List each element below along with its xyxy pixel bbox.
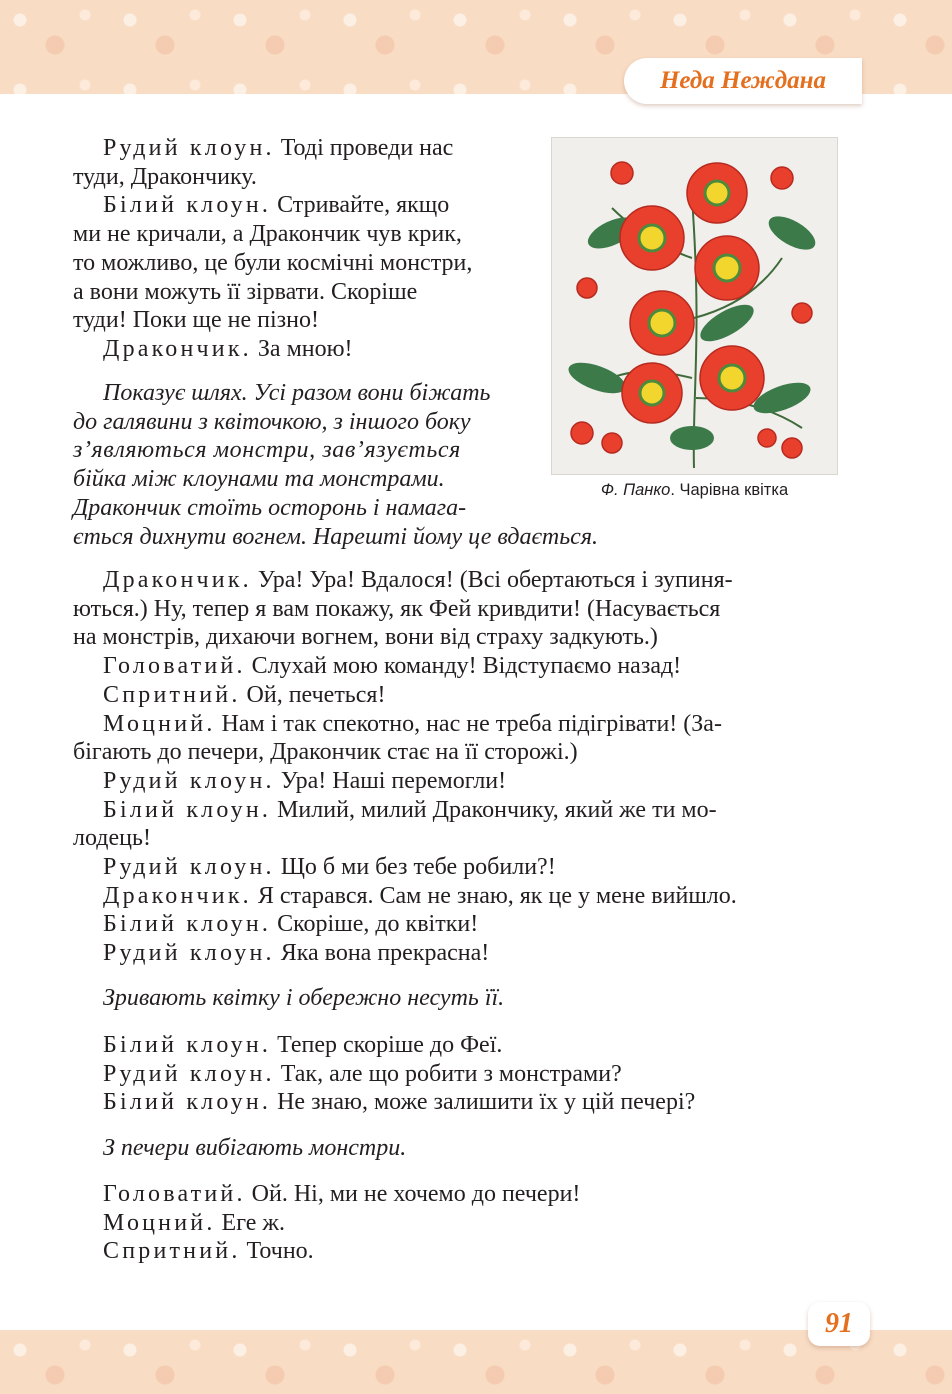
line: Дракончик. Я старався. Сам не знаю, як це у мене вийшло. xyxy=(103,882,737,909)
line: Рудий клоун. Яка вона прекрасна! xyxy=(103,940,490,967)
line: Рудий клоун. Тоді проведи нас xyxy=(103,135,454,161)
speaker-name: Головатий. xyxy=(103,653,246,680)
speaker-name: Білий клоун. xyxy=(103,911,272,938)
line: Рудий клоун. Ура! Наші перемогли! xyxy=(103,767,507,794)
page-number: 91 xyxy=(808,1302,870,1346)
dialogue-block-3 xyxy=(73,1180,838,1266)
line: Спритний. Ой, печеться! xyxy=(103,681,386,708)
line: Білий клоун. Милий, милий Дракончику, який же ти мо- xyxy=(103,796,717,823)
speaker-name: Рудий клоун. xyxy=(103,1060,275,1087)
dialogue-block-top xyxy=(73,134,528,364)
line: Білий клоун. Скоріше, до квітки! xyxy=(103,911,479,938)
speaker-name: Рудий клоун. xyxy=(103,940,275,967)
line: ються.) Ну, тепер я вам покажу, як Фей кривдити! (Насувається xyxy=(73,595,721,622)
line: Головатий. Ой. Ні, ми не хочемо до печери! xyxy=(103,1181,581,1207)
line: Рудий клоун. Що б ми без тебе робили?! xyxy=(103,854,556,881)
speaker-name: Білий клоун. xyxy=(103,1089,272,1116)
speaker-name: Дракончик. xyxy=(103,567,252,593)
line: Моцний. Еге ж. xyxy=(103,1209,285,1236)
speaker-name: Рудий клоун. xyxy=(103,135,275,161)
caption-title: Чарівна квітка xyxy=(679,481,789,499)
dialogue-block-main xyxy=(73,566,838,968)
line: Рудий клоун. Так, але що робити з монстрами? xyxy=(103,1060,622,1087)
line: Білий клоун. Не знаю, може залишити їх у цій печері? xyxy=(103,1089,696,1116)
speaker-name: Білий клоун. xyxy=(103,796,272,823)
speaker-name: Моцний. xyxy=(103,1209,216,1236)
running-header: Неда Неждана xyxy=(624,58,862,104)
speaker-name: Головатий. xyxy=(103,1181,246,1207)
line: а вони можуть її зірвати. Скоріше xyxy=(73,278,418,305)
speaker-name: Білий клоун. xyxy=(103,192,272,219)
line: Спритний. Точно. xyxy=(103,1238,314,1265)
caption-author: Ф. Панко xyxy=(600,481,671,499)
stage-direction-1: Показує шлях. Усі разом вони біжать до галявини з квіточкою, з іншого боку з’являються монстри, зав’язується бійка між клоунами та монстрами. Дракончик стоїть осторонь і намага- ється дихнути вогнем. Нарешті йому це вдається. xyxy=(73,380,598,550)
line: на монстрів, дихаючи вогнем, вони від страху задкують.) xyxy=(73,624,658,651)
line: Білий клоун. Стривайте, якщо xyxy=(103,192,450,219)
speaker-name: Рудий клоун. xyxy=(103,767,275,794)
line: туди! Поки ще не пізно! xyxy=(73,307,319,334)
speaker-name: Спритний. xyxy=(103,1238,241,1265)
dialogue-block-2 xyxy=(73,1031,838,1117)
line: Дракончик. За мною! xyxy=(103,335,353,362)
painting-image xyxy=(552,138,837,474)
figure-caption: Ф. Панко. Чарівна квітка xyxy=(600,481,789,499)
speaker-name: Рудий клоун. xyxy=(103,854,275,881)
line: Моцний. Нам і так спекотно, нас не треба підігрівати! (За- xyxy=(103,710,722,737)
speaker-name: Спритний. xyxy=(103,681,241,708)
line: Білий клоун. Тепер скоріше до Феї. xyxy=(103,1032,503,1058)
speaker-name: Білий клоун. xyxy=(103,1032,272,1058)
line: туди, Дракончику. xyxy=(73,163,257,190)
stage-direction-2: Зривають квітку і обережно несуть її. xyxy=(103,985,505,1011)
stage-direction-3: З печери вибігають монстри. xyxy=(103,1135,407,1161)
speaker-name: Дракончик. xyxy=(103,882,252,909)
speaker-name: Дракончик. xyxy=(103,335,252,362)
line: ми не кричали, а Дракончик чув крик, xyxy=(73,221,462,248)
line: лодець! xyxy=(73,825,151,852)
line: Дракончик. Ура! Ура! Вдалося! (Всі обертаються і зупиня- xyxy=(103,567,733,593)
line: Головатий. Слухай мою команду! Відступаємо назад! xyxy=(103,653,682,680)
flower-painting xyxy=(551,137,838,475)
speaker-name: Моцний. xyxy=(103,710,216,737)
line: то можливо, це були космічні монстри, xyxy=(73,249,473,276)
line: бігають до печери, Дракончик стає на її сторожі.) xyxy=(73,739,578,766)
